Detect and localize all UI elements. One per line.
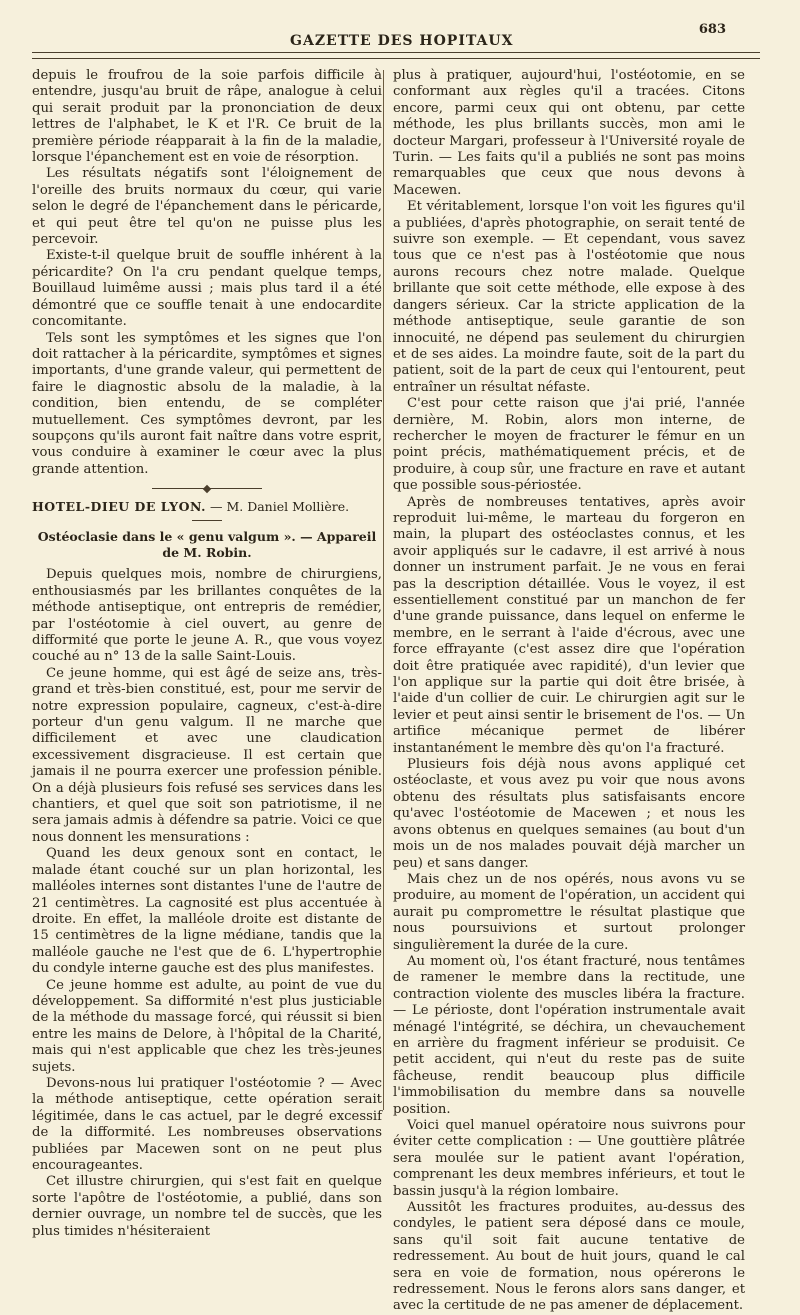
paragraph: Cet illustre chirurgien, qui s'est fait en quelque sorte l'apôtre de l'ostéotomie, a publié, dans son dernier ouvrage, un nombre tel de succès, que les plus timides n'hésiteraient bbox=[32, 1174, 382, 1239]
paragraph: C'est pour cette raison que j'ai prié, l'année dernière, M. Robin, alors mon interne, de rechercher le moyen de fracturer le fémur en un point précis, mathématiquement précis, et de produire, à coup sûr, une fracture en rave et autant que possible sous-périostée. bbox=[393, 396, 745, 494]
article-title-line: de M. Robin. bbox=[162, 544, 252, 560]
section-divider bbox=[152, 488, 262, 489]
paragraph: plus à pratiquer, aujourd'hui, l'ostéotomie, en se conformant aux règles qu'il a tracées. Citons encore, parmi ceux qui ont obtenu, par cette méthode, les plus brillants succès, mon ami le docteur Margari, professeur à l'Université royale de Turin. — Les faits qu'il a publiés ne sont pas moins remarquables que ceux que nous devons à Macewen. bbox=[393, 68, 745, 198]
paragraph: depuis le froufrou de la soie parfois difficile à entendre, jusqu'au bruit de râpe, analogue à celui qui serait produit par la prononciation de deux lettres de l'alphabet, le K et l'R. Ce bruit de la première période réapparait à la fin de la maladie, lorsque l'épanchement est en voie de résorption. bbox=[32, 68, 382, 166]
doctor-name: — M. Daniel Mollière. bbox=[209, 499, 350, 515]
paragraph: Aussitôt les fractures produites, au-dessus des condyles, le patient sera déposé dans ce moule, sans qu'il soit fait aucune tentative de redressement. Au bout de huit jours, quand le cal sera en voie de formation, nous opérerons le redressement. Nous le ferons alors sans danger, et avec la certitude de ne pas amener de déplacement. bbox=[393, 1200, 745, 1314]
paragraph: Quand les deux genoux sont en contact, le malade étant couché sur un plan horizontal, les malléoles internes sont distantes l'une de l'autre de 21 centimètres. La cagnosité est plus accentuée à droite. En effet, la malléole droite est distante de 15 centimètres de la ligne médiane, tandis que la malléole gauche ne l'est que de 6. L'hypertrophie du condyle interne gauche est des plus manifestes. bbox=[32, 846, 382, 977]
paragraph: Et véritablement, lorsque l'on voit les figures qu'il a publiées, d'après photographie, on serait tenté de suivre son exemple. — Et cependant, vous savez tous que ce n'est pas à l'ostéotomie que nous aurons recours chez notre malade. Quelque brillante que soit cette méthode, elle expose à des dangers sérieux. Car la stricte application de la méthode antiseptique, seule garantie de son innocuité, ne dépend pas seulement du chirurgien et de ses aides. La moindre faute, soit de la part du patient, soit de la part de ceux qui l'entourent, peut entraîner un résultat néfaste. bbox=[393, 199, 745, 395]
paragraph: Au moment où, l'os étant fracturé, nous tentâmes de ramener le membre dans la rectitude, une contraction violente des muscles libéra la fracture. — Le périoste, dont l'opération instrumentale avait ménagé l'intégrité, se déchira, un chevauchement en arrière du fragment inférieur se produisit. Ce petit accident, qui n'eut du reste pas de suite fâcheuse, rendit beaucoup plus difficile l'immobilisation du membre dans sa nouvelle position. bbox=[393, 953, 745, 1117]
article-title bbox=[32, 529, 382, 562]
heading-rule bbox=[192, 520, 222, 521]
page-header-title: GAZETTE DES HOPITAUX bbox=[290, 33, 514, 49]
column-divider bbox=[383, 70, 384, 1110]
right-column bbox=[393, 68, 745, 1315]
paragraph: Les résultats négatifs sont l'éloignement de l'oreille des bruits normaux du cœur, qui varie selon le degré de l'épanchement dans le péricarde, et qui peut être tel qu'on ne puisse plus les percevoir. bbox=[32, 166, 382, 248]
paragraph: Ce jeune homme, qui est âgé de seize ans, très-grand et très-bien constitué, est, pour me servir de notre expression populaire, cagneux, c'est-à-dire porteur d'un genu valgum. Il ne marche que difficilement et avec une claudication excessivement disgracieuse. Il est certain que jamais il ne pourra exercer une profession pénible. On a déjà plusieurs fois refusé ses services dans les chantiers, et quel que soit son patriotisme, il ne sera jamais admis à défendre sa patrie. Voici ce que nous donnent les mensurations : bbox=[32, 665, 382, 845]
page-number: 683 bbox=[698, 22, 726, 37]
paragraph: Après de nombreuses tentatives, après avoir reproduit lui-même, le marteau du forgeron en main, la plupart des ostéoclastes connus, et les avoir appliqués sur le cadavre, il est arrivé à nous donner un instrument parfait. Je ne vous en ferai pas la description détaillée. Vous le voyez, il est essentiellement constitué par un manchon de fer d'une grande puissance, dans lequel on enferme le membre, en le serrant à l'aide d'écrous, avec une force effrayante (c'est assez dire que l'opération doit être pratiquée avec rapidité), d'un levier que l'on applique sur la partie qui doit être brisée, à l'aide d'un collier de cuir. Le chirurgien agit sur le levier et peut ainsi sentir le brisement de l'os. — Un artifice mécanique permet de libérer instantanément le membre dès qu'on l'a fracturé. bbox=[393, 494, 745, 756]
paragraph: Voici quel manuel opératoire nous suivrons pour éviter cette complication : — Une gouttière plâtrée sera moulée sur le patient avant l'opération, comprenant les deux membres inférieurs, et tout le bassin jusqu'à la région lombaire. bbox=[393, 1118, 745, 1199]
header-rule bbox=[32, 58, 760, 59]
paragraph: Tels sont les symptômes et les signes que l'on doit rattacher à la péricardite, symptômes et signes importants, d'une grande valeur, qui permettent de faire le diagnostic absolu de la maladie, à la condition, bien entendu, de se compléter mutuellement. Ces symptômes devront, par les soupçons qu'ils auront fait naître dans votre esprit, vous conduire à examiner le cœur avec la plus grande attention. bbox=[32, 330, 382, 477]
paragraph: Plusieurs fois déjà nous avons appliqué cet ostéoclaste, et vous avez pu voir que nous avons obtenu des résultats plus satisfaisants encore qu'avec l'ostéotomie de Macewen ; et nous les avons obtenus en quelques semaines (au bout d'un mois un de nos malades pouvait déjà marcher un peu) et sans danger. bbox=[393, 757, 745, 871]
hospital-name: HOTEL-DIEU DE LYON. bbox=[32, 499, 206, 515]
paragraph: Devons-nous lui pratiquer l'ostéotomie ? — Avec la méthode antiseptique, cette opération serait légitimée, dans le cas actuel, par le degré excessif de la difformité. Les nombreuses observations publiées par Macewen sont on ne peut plus encourageantes. bbox=[32, 1075, 382, 1173]
paragraph: Mais chez un de nos opérés, nous avons vu se produire, au moment de l'opération, un accident qui aurait pu compromettre le résultat plastique que nous poursuivions et surtout prolonger singulièrement la durée de la cure. bbox=[393, 871, 745, 953]
left-column bbox=[32, 68, 382, 1240]
paragraph: Depuis quelques mois, nombre de chirurgiens, enthousiasmés par les brillantes conquêtes de la méthode antiseptique, ont entrepris de remédier, par l'ostéotomie à ciel ouvert, au genre de difformité que porte le jeune A. R., que vous voyez couché au n° 13 de la salle Saint-Louis. bbox=[32, 567, 382, 665]
section-heading bbox=[32, 499, 382, 515]
paragraph: Ce jeune homme est adulte, au point de vue du développement. Sa difformité n'est plus justiciable de la méthode du massage forcé, qui réussit si bien entre les mains de Delore, à l'hôpital de la Charité, mais qui n'est applicable que chez les très-jeunes sujets. bbox=[32, 977, 382, 1075]
article-title-line: Ostéoclasie dans le « genu valgum ». — Appareil bbox=[37, 528, 377, 544]
header-rule bbox=[32, 52, 760, 53]
paragraph: Existe-t-il quelque bruit de souffle inhérent à la péricardite? On l'a cru pendant quelque temps, Bouillaud luimême aussi ; mais plus tard il a été démontré que ce souffle tenait à une endocardite concomitante. bbox=[32, 248, 382, 330]
